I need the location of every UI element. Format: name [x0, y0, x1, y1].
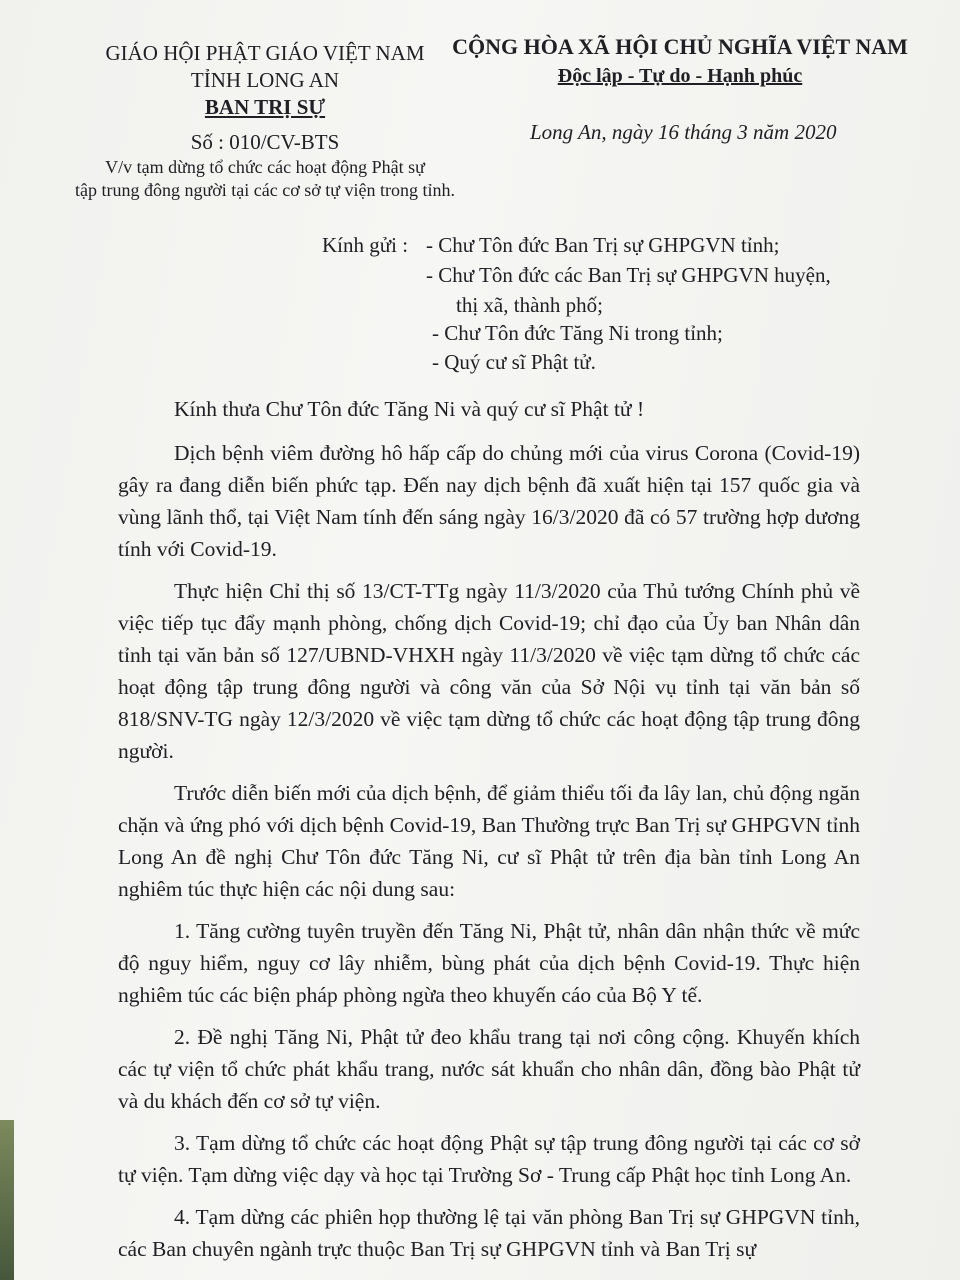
item-1: 1. Tăng cường tuyên truyền đến Tăng Ni, Phật tử, nhân dân nhận thức về mức độ nguy hiểm, nguy cơ lây nhiễm, bùng phát của dịch bệnh Covid-19. Thực hiện nghiêm túc các biện pháp phòng ngừa theo khuyến cáo của Bộ Y tế. — [118, 919, 860, 1007]
recipient-item: - Chư Tôn đức Tăng Ni trong tỉnh; — [432, 321, 723, 345]
paragraph-request: Trước diễn biến mới của dịch bệnh, để giảm thiểu tối đa lây lan, chủ động ngăn chặn và ứng phó với dịch bệnh Covid-19, Ban Thường trực Ban Trị sự GHPGVN tỉnh Long An đề nghị Chư Tôn đức Tăng Ni, cư sĩ Phật tử trên địa bàn tỉnh Long An nghiêm túc thực hiện các nội dung sau: — [118, 781, 860, 901]
issuer-header — [40, 40, 490, 202]
subject-line-1: V/v tạm dừng tổ chức các hoạt động Phật sự — [105, 157, 425, 177]
paragraph-situation: Dịch bệnh viêm đường hô hấp cấp do chủng mới của virus Corona (Covid-19) gây ra đang diễn biến phức tạp. Đến nay dịch bệnh đã xuất hiện tại 157 quốc gia và vùng lãnh thổ, tại Việt Nam tính đến sáng ngày 16/3/2020 đã có 57 trường hợp dương tính với Covid-19. — [118, 441, 860, 561]
item-3: 3. Tạm dừng tổ chức các hoạt động Phật sự tập trung đông người tại các cơ sở tự viện. Tạm dừng việc dạy và học tại Trường Sơ - Trung cấp Phật học tỉnh Long An. — [118, 1131, 860, 1187]
issuer-org: GIÁO HỘI PHẬT GIÁO VIỆT NAM — [105, 41, 425, 65]
recipient-item-continued: thị xã, thành phố; — [456, 293, 603, 317]
issuer-dept: BAN TRỊ SỰ — [204, 95, 326, 119]
issuer-province: TỈNH LONG AN — [190, 68, 340, 92]
document-number: Số : 010/CV-BTS — [190, 130, 340, 154]
national-motto: Độc lập - Tự do - Hạnh phúc — [557, 65, 803, 87]
national-header — [445, 32, 915, 90]
letter-body — [118, 393, 860, 1275]
subject-line-2: tập trung đông người tại các cơ sở tự viện trong tỉnh. — [75, 180, 455, 200]
item-2: 2. Đề nghị Tăng Ni, Phật tử đeo khẩu trang tại nơi công cộng. Khuyến khích các tự viện tổ chức phát khẩu trang, nước sát khuẩn cho nhân dân, đồng bào Phật tử và du khách đến cơ sở tự viện. — [118, 1025, 860, 1113]
recipient-item: - Chư Tôn đức các Ban Trị sự GHPGVN huyện, — [426, 263, 831, 287]
paragraph-directives: Thực hiện Chỉ thị số 13/CT-TTg ngày 11/3/2020 của Thủ tướng Chính phủ về việc tiếp tục đẩy mạnh phòng, chống dịch Covid-19; chỉ đạo của Ủy ban Nhân dân tỉnh tại văn bản số 127/UBND-VHXH ngày 11/3/2020 về việc tạm dừng tổ chức các hoạt động tập trung đông người và công văn của Sở Nội vụ tỉnh tại văn bản số 818/SNV-TG ngày 12/3/2020 về việc tạm dừng tổ chức các hoạt động tập trung đông người. — [118, 579, 860, 763]
recipients-label: Kính gửi : — [322, 233, 409, 257]
country-name: CỘNG HÒA XÃ HỘI CHỦ NGHĨA VIỆT NAM — [452, 34, 908, 59]
recipient-item: - Quý cư sĩ Phật tử. — [432, 350, 596, 374]
recipient-item: - Chư Tôn đức Ban Trị sự GHPGVN tỉnh; — [426, 233, 780, 257]
background-edge — [0, 1120, 14, 1280]
greeting: Kính thưa Chư Tôn đức Tăng Ni và quý cư sĩ Phật tử ! — [174, 397, 645, 421]
document-date: Long An, ngày 16 tháng 3 năm 2020 — [530, 120, 837, 144]
item-4: 4. Tạm dừng các phiên họp thường lệ tại văn phòng Ban Trị sự GHPGVN tỉnh, các Ban chuyên ngành trực thuộc Ban Trị sự GHPGVN tỉnh và Ban Trị sự — [118, 1205, 860, 1261]
